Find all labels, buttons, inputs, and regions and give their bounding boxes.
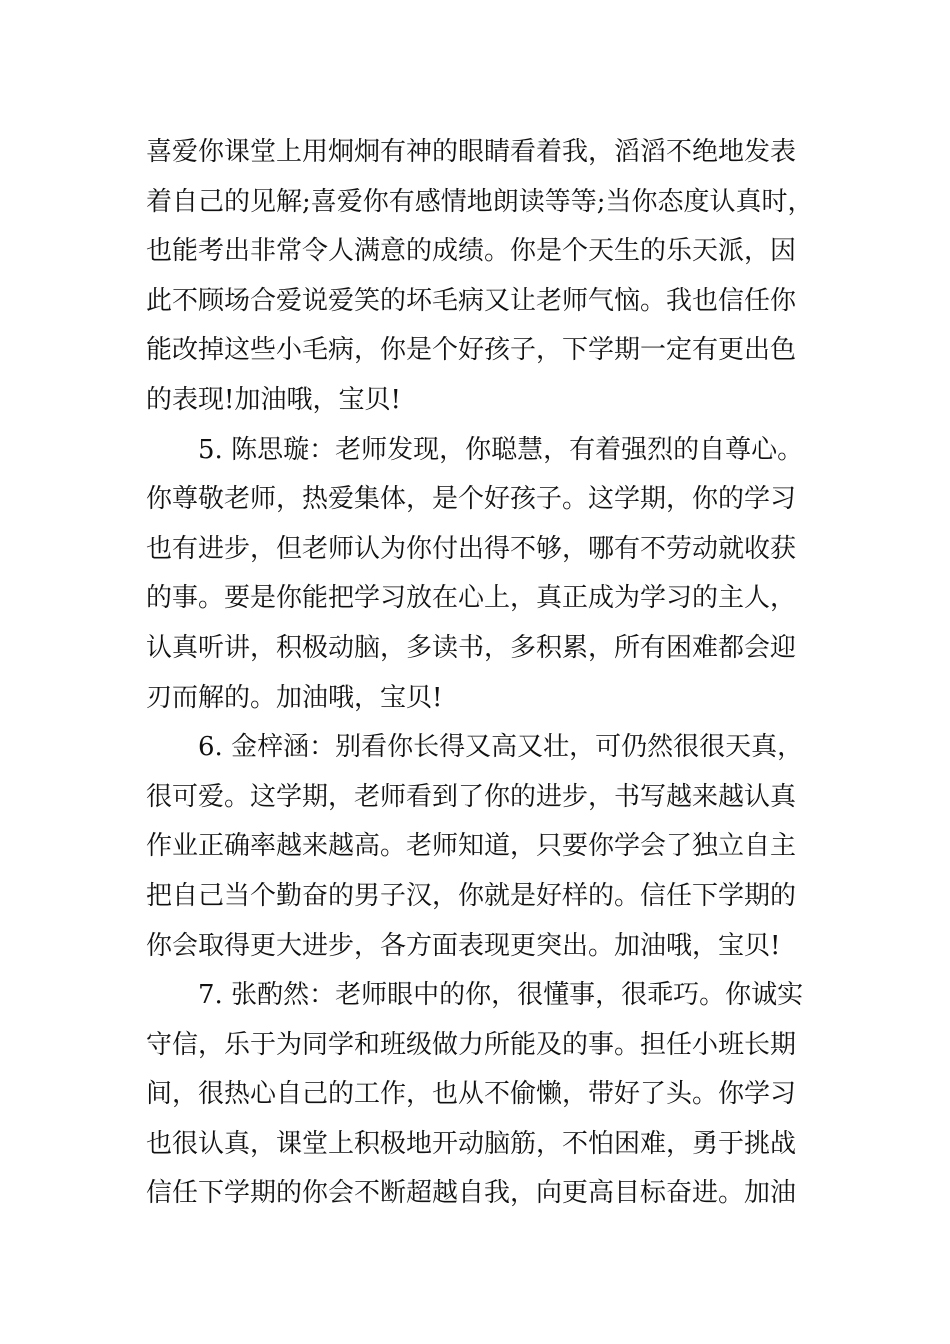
- text-line: 能改掉这些小毛病，你是个好孩子，下学期一定有更出色: [146, 335, 797, 366]
- text-line: 你尊敬老师，热爱集体，是个好孩子。这学期，你的学习: [146, 484, 797, 515]
- text-line: 很可爱。这学期，老师看到了你的进步，书写越来越认真: [146, 781, 797, 812]
- paragraph-start-6: 6. 金梓涵：别看你长得又高又壮，可仍然很很天真，: [198, 732, 804, 763]
- text-line: 的表现!加油哦，宝贝!: [146, 384, 401, 415]
- text-line: 你会取得更大进步，各方面表现更突出。加油哦，宝贝!: [146, 930, 781, 961]
- text-line: 信任下学期的你会不断超越自我，向更高目标奋进。加油: [146, 1178, 797, 1209]
- text-line: 间，很热心自己的工作，也从不偷懒，带好了头。你学习: [146, 1079, 797, 1110]
- text-line: 着自己的见解;喜爱你有感情地朗读等等;当你态度认真时，: [146, 186, 814, 217]
- paragraph-start-7: 7. 张酌然：老师眼中的你，很懂事，很乖巧。你诚实: [198, 980, 804, 1011]
- text-line: 作业正确率越来越高。老师知道，只要你学会了独立自主: [146, 831, 797, 862]
- text-line: 也很认真，课堂上积极地开动脑筋，不怕困难，勇于挑战: [146, 1128, 797, 1159]
- text-line: 刃而解的。加油哦，宝贝!: [146, 682, 443, 713]
- text-line: 认真听讲，积极动脑，多读书，多积累，所有困难都会迎: [146, 632, 797, 663]
- text-line: 此不顾场合爱说爱笑的坏毛病又让老师气恼。我也信任你: [146, 285, 797, 316]
- text-line: 的事。要是你能把学习放在心上，真正成为学习的主人，: [146, 583, 797, 614]
- text-line: 喜爱你课堂上用炯炯有神的眼睛看着我，滔滔不绝地发表: [146, 137, 797, 167]
- paragraph-start-5: 5. 陈思璇：老师发现，你聪慧，有着强烈的自尊心。: [198, 434, 804, 465]
- body-text: [146, 128, 826, 1219]
- text-line: 也有进步，但老师认为你付出得不够，哪有不劳动就收获: [146, 533, 797, 564]
- text-line: 守信，乐于为同学和班级做力所能及的事。担任小班长期: [146, 1029, 797, 1060]
- text-line: 把自己当个勤奋的男子汉，你就是好样的。信任下学期的: [146, 880, 797, 911]
- text-line: 也能考出非常令人满意的成绩。你是个天生的乐天派，因: [146, 236, 797, 267]
